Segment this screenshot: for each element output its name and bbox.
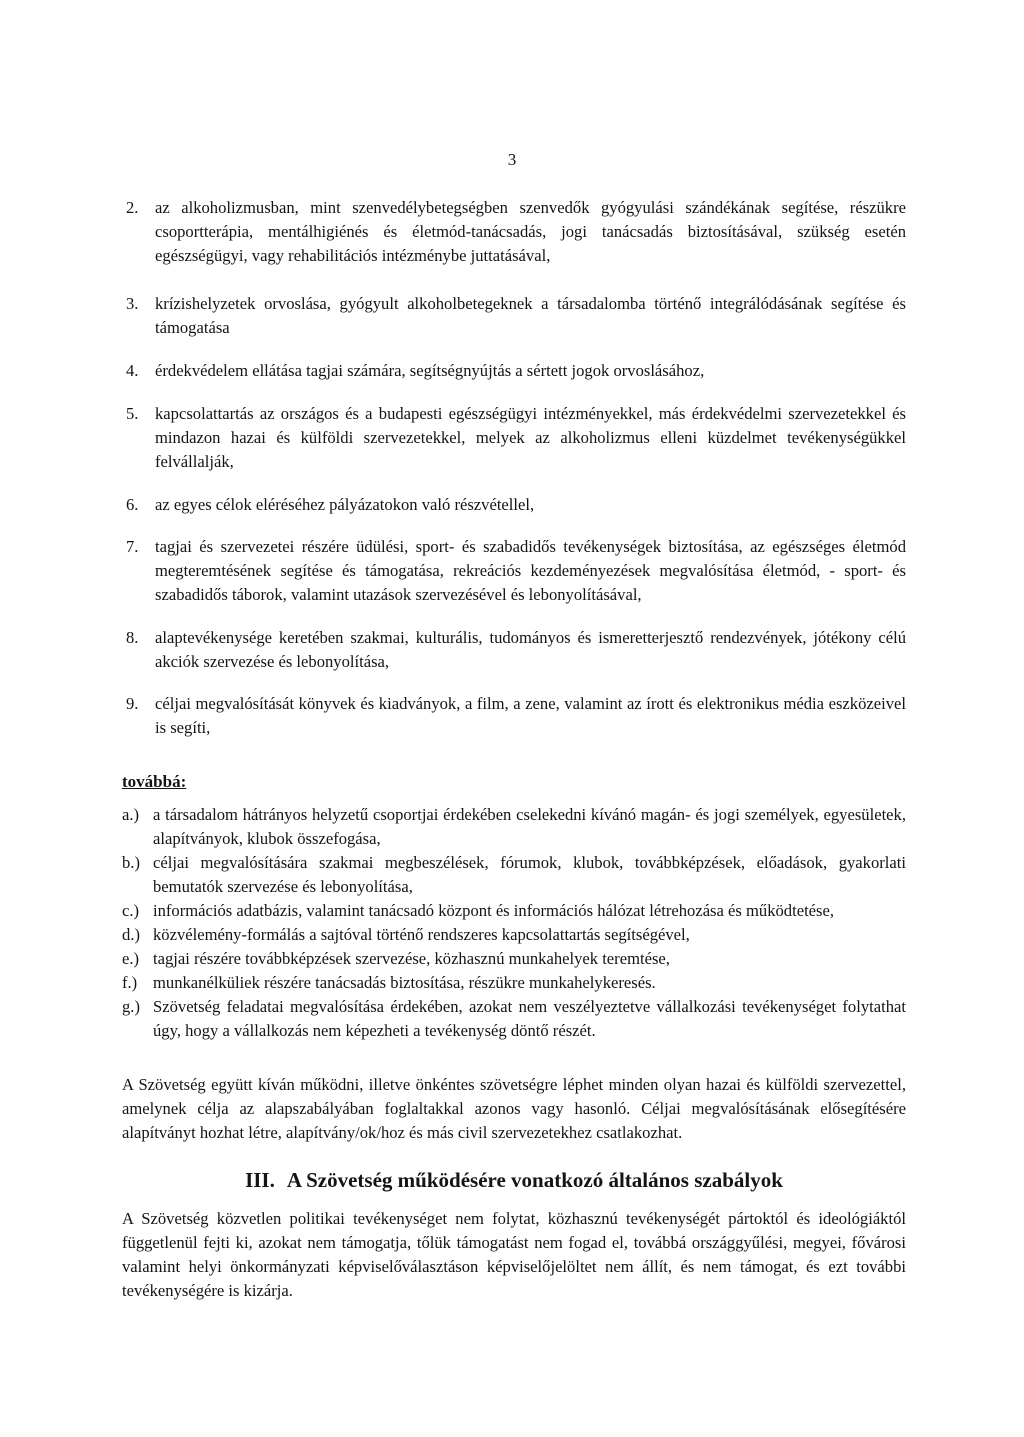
list-item-text: kapcsolattartás az országos és a budapesti egészségügyi intézményekkel, más érdekvédelmi szervezetekkel és mindazon hazai és külföldi szervezetekkel, melyek az alkoholizmus elleni küzdelmet tevékenységükkel felvállalják, [155, 404, 906, 471]
list-item-number: 3. [126, 294, 139, 313]
lettered-item-text: a társadalom hátrányos helyzetű csoportjai érdekében cselekedni kívánó magán- és jogi személyek, egyesületek, alapítványok, klubok összefogása, [153, 805, 906, 848]
lettered-item [122, 947, 906, 971]
list-item [122, 535, 906, 607]
lettered-item-text: tagjai részére továbbképzések szervezése, közhasznú munkahelyek teremtése, [153, 949, 670, 968]
list-item-text: az alkoholizmusban, mint szenvedélybetegségben szenvedők gyógyulási szándékának segítése, részükre csoportterápia, mentálhigiénés és életmód-tanácsadás, jogi tanácsadás biztosításával, szükség esetén egészségügyi, vagy rehabilitációs intézménybe juttatásával, [155, 198, 906, 265]
list-item-number: 2. [126, 198, 139, 217]
section-heading-title: A Szövetség működésére vonatkozó általános szabályok [286, 1168, 783, 1192]
list-item-text: céljai megvalósítását könyvek és kiadványok, a film, a zene, valamint az írott és elektronikus média eszközeivel is segíti, [155, 694, 906, 737]
page-number: 3 [507, 150, 517, 169]
section-heading [122, 1167, 906, 1193]
lettered-item-text: Szövetség feladatai megvalósítása érdekében, azokat nem veszélyeztetve vállalkozási tevékenységet folytathat úgy, hogy a vállalkozás nem képezheti a tevékenység döntő részét. [153, 997, 906, 1040]
list-item [122, 196, 906, 268]
lettered-item [122, 923, 906, 947]
paragraph-cooperation: A Szövetség együtt kíván működni, illetve önkéntes szövetségre léphet minden olyan hazai és külföldi szervezettel, amelynek célja az alapszabályában foglaltakkal azonos vagy hasonló. Céljai megvalósításának elősegítésére alapítványt hozhat létre, alapítvány/ok/hoz és más civil szervezetekhez csatlakozhat. [122, 1075, 906, 1142]
list-item-number: 4. [126, 361, 139, 380]
lettered-item-text: információs adatbázis, valamint tanácsadó központ és információs hálózat létrehozása és működtetése, [153, 901, 835, 920]
lettered-item-letter: g.) [122, 997, 140, 1016]
lettered-item-letter: b.) [122, 853, 140, 872]
document-body [122, 196, 906, 1320]
lettered-item-letter: f.) [122, 973, 138, 992]
lettered-item-text: munkanélküliek részére tanácsadás biztosítása, részükre munkahelykeresés. [153, 973, 656, 992]
list-item [122, 292, 906, 340]
list-item-number: 5. [126, 404, 139, 423]
lettered-item [122, 995, 906, 1043]
list-item [122, 692, 906, 740]
list-item [122, 402, 906, 474]
lettered-item-text: közvélemény-formálás a sajtóval történő rendszeres kapcsolattartás segítségével, [153, 925, 690, 944]
lettered-item-letter: a.) [122, 805, 140, 824]
list-item-number: 9. [126, 694, 139, 713]
lettered-item-text: céljai megvalósítására szakmai megbeszélések, fórumok, klubok, továbbképzések, előadások, gyakorlati bemutatók szervezése és lebonyolítása, [153, 853, 906, 896]
list-item-text: alaptevékenysége keretében szakmai, kulturális, tudományos és ismeretterjesztő rendezvények, jótékony célú akciók szervezése és lebonyolítása, [155, 628, 906, 671]
lettered-item [122, 971, 906, 995]
list-item-number: 8. [126, 628, 139, 647]
lettered-item [122, 851, 906, 899]
list-item [122, 359, 906, 383]
list-item [122, 493, 906, 517]
list-item-number: 6. [126, 495, 139, 514]
list-item-text: az egyes célok eléréséhez pályázatokon való részvétellel, [155, 495, 535, 514]
lettered-item [122, 803, 906, 851]
lettered-item [122, 899, 906, 923]
list-item-number: 7. [126, 537, 139, 556]
list-item-text: érdekvédelem ellátása tagjai számára, segítségnyújtás a sértett jogok orvoslásához, [155, 361, 705, 380]
lettered-item-letter: d.) [122, 925, 140, 944]
list-item-text: krízishelyzetek orvoslása, gyógyult alkoholbetegeknek a társadalomba történő integrálódásának segítése és támogatása [155, 294, 906, 337]
lettered-item-letter: c.) [122, 901, 140, 920]
list-item [122, 626, 906, 674]
paragraph-political-neutrality: A Szövetség közvetlen politikai tevékenységet nem folytat, közhasznú tevékenységét pártoktól és ideológiáktól függetlenül fejti ki, azokat nem támogatja, tőlük támogatást nem fogad el, továbbá országgyűlési, megyei, fővárosi valamint helyi önkormányzati képviselőválasztáson képviselőjelöltet nem állít, és nem támogat, és ezt további tevékenységére is kizárja. [122, 1209, 906, 1300]
list-item-text: tagjai és szervezetei részére üdülési, sport- és szabadidős tevékenységek biztosítása, az egészséges életmód megteremtésének segítése és támogatása, rekreációs kezdeményezések megvalósítása életmód, - sport- és szabadidős táborok, valamint utazások szervezésével és lebonyolításával, [155, 537, 906, 604]
lettered-item-letter: e.) [122, 949, 140, 968]
tovabba-label: továbbá: [122, 772, 187, 791]
section-heading-number: III. [245, 1168, 275, 1192]
